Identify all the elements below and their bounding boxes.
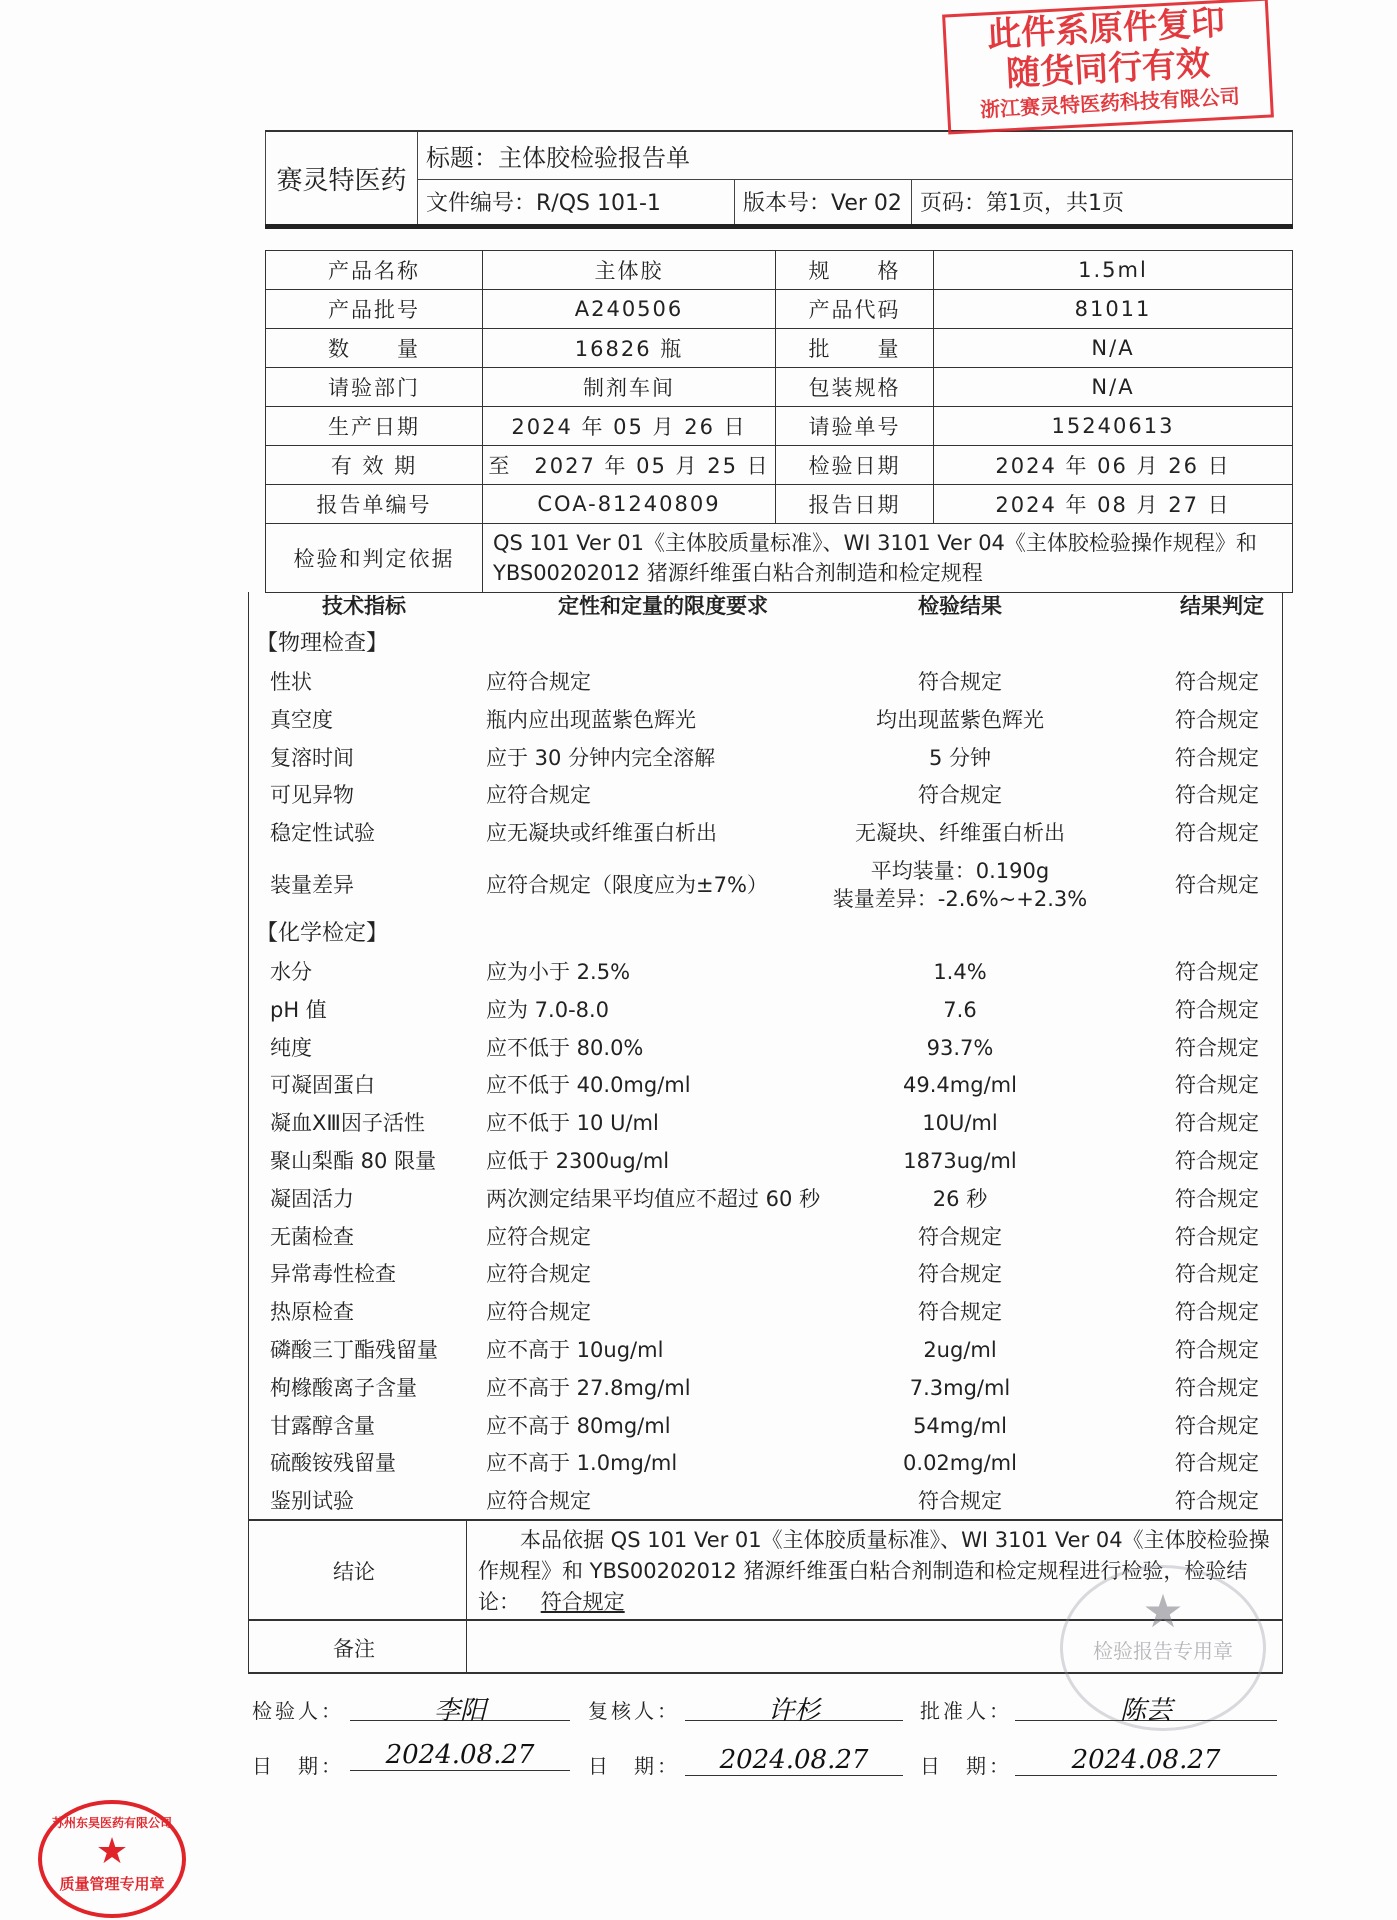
inspector-date: 2024.08.27 (350, 1740, 570, 1771)
approver-label: 批准人： (920, 1699, 1012, 1723)
indicator: 复溶时间 (270, 745, 354, 770)
judgement: 符合规定 (1175, 1224, 1259, 1249)
result: 0.02mg/ml (903, 1451, 1017, 1476)
result: 2ug/ml (923, 1338, 997, 1362)
indicator: 凝固活力 (270, 1186, 354, 1211)
page-number: 页码：第1页，共1页 (912, 179, 1293, 227)
judgement: 符合规定 (1175, 821, 1259, 846)
result: 10U/ml (922, 1111, 998, 1136)
qa-stamp-text: 质量管理专用章 (59, 1875, 165, 1893)
result: 1.4% (933, 960, 987, 984)
indicator: 稳定性试验 (270, 821, 375, 846)
result-row (250, 664, 1280, 701)
approver-signature: 陈芸 (1015, 1690, 1277, 1721)
result-row (250, 1143, 1280, 1180)
result-row (250, 702, 1280, 739)
judgement: 符合规定 (1175, 1338, 1259, 1362)
info-label: 批 量 (776, 329, 934, 368)
info-row (266, 290, 1293, 329)
limit: 应不低于 10 U/ml (486, 1111, 659, 1136)
judgement: 符合规定 (1175, 670, 1259, 694)
result-row (250, 1256, 1280, 1293)
qa-stamp (38, 1800, 186, 1918)
info-value: 2024 年 06 月 26 日 (934, 446, 1293, 485)
indicator: pH 值 (270, 997, 327, 1022)
info-row (266, 368, 1293, 407)
judgement: 符合规定 (1175, 783, 1259, 808)
result-row (250, 1408, 1280, 1445)
result-row (250, 1030, 1280, 1067)
section-chemical-title: 【化学检定】 (256, 921, 389, 946)
copy-stamp-line1: 此件系原件复印 (986, 2, 1226, 56)
info-label: 生产日期 (266, 407, 483, 446)
indicator: 水分 (270, 960, 312, 984)
result: 均出现蓝紫色辉光 (876, 707, 1044, 732)
section-physical-title: 【物理检查】 (256, 631, 389, 656)
section-chemical (250, 915, 1280, 952)
inspector-label: 检验人： (252, 1699, 344, 1723)
info-value: 2024 年 05 月 26 日 (483, 407, 776, 446)
info-label: 产品批号 (266, 290, 483, 329)
result: 26 秒 (932, 1186, 988, 1211)
qa-stamp-company: 苏州东昊医药有限公司 (51, 1816, 172, 1830)
limit: 应符合规定 (486, 1489, 591, 1514)
result: 符合规定 (918, 1300, 1002, 1325)
judgement: 符合规定 (1175, 997, 1259, 1022)
reviewer-label: 复核人： (588, 1699, 680, 1723)
result-row (250, 740, 1280, 777)
info-value: 81011 (934, 290, 1293, 329)
info-value: 主体胶 (483, 251, 776, 290)
copy-stamp-line2: 随货同行有效 (1005, 43, 1212, 95)
result-row (250, 1370, 1280, 1407)
col-header-indicator: 技术指标 (322, 594, 406, 618)
limit: 应不高于 1.0mg/ml (486, 1451, 678, 1476)
result: 无凝块、纤维蛋白析出 (855, 821, 1065, 846)
col-header-limit: 定性和定量的限度要求 (558, 594, 768, 618)
col-header-judgement: 结果判定 (1180, 594, 1264, 618)
judgement: 符合规定 (1175, 1375, 1259, 1400)
results-header-row (250, 588, 1280, 625)
indicator: 凝血ⅩⅢ因子活性 (270, 1111, 425, 1136)
limit: 应无凝块或纤维蛋白析出 (486, 821, 717, 846)
judgement: 符合规定 (1175, 873, 1259, 897)
judgement: 符合规定 (1175, 1035, 1259, 1060)
result-row (250, 1483, 1280, 1520)
result-row (250, 1181, 1280, 1218)
limit: 应不低于 80.0% (486, 1035, 644, 1060)
date-label-3: 日 期： (920, 1754, 1012, 1778)
copy-stamp (942, 0, 1274, 134)
limit: 应低于 2300ug/ml (486, 1149, 670, 1173)
version: 版本号：Ver 02 (735, 179, 912, 227)
reviewer-date: 2024.08.27 (685, 1745, 903, 1776)
info-row (266, 251, 1293, 290)
inspector-signature: 李阳 (350, 1690, 570, 1721)
result: 符合规定 (918, 670, 1002, 694)
result: 93.7% (926, 1035, 994, 1060)
info-label: 报告日期 (776, 485, 934, 524)
result-row (250, 954, 1280, 991)
result-line2: 装量差异：-2.6%~+2.3% (832, 887, 1088, 911)
info-value: 15240613 (934, 407, 1293, 446)
result-row (250, 1445, 1280, 1482)
result-row-fill (250, 857, 1280, 913)
result-line1: 平均装量：0.190g (870, 859, 1050, 883)
result-row (250, 1105, 1280, 1142)
copy-stamp-line3: 浙江赛灵特医药科技有限公司 (979, 84, 1241, 122)
info-label: 有 效 期 (266, 446, 483, 485)
seal-text: 检验报告专用章 (1093, 1639, 1233, 1663)
reviewer-signature: 许杉 (685, 1690, 903, 1721)
indicator: 真空度 (270, 707, 333, 732)
indicator: 性状 (270, 670, 312, 694)
conclusion-label: 结论 (333, 1560, 375, 1584)
judgement: 符合规定 (1175, 1300, 1259, 1325)
info-row (266, 329, 1293, 368)
remarks-label: 备注 (333, 1637, 375, 1661)
info-label: 报告单编号 (266, 485, 483, 524)
indicator: 热原检查 (270, 1300, 354, 1325)
indicator: 枸橼酸离子含量 (270, 1375, 417, 1400)
col-header-result: 检验结果 (918, 594, 1002, 618)
indicator: 纯度 (270, 1035, 312, 1060)
indicator: 磷酸三丁酯残留量 (270, 1338, 438, 1362)
info-value: 1.5ml (934, 251, 1293, 290)
judgement: 符合规定 (1175, 1186, 1259, 1211)
limit: 应为 7.0-8.0 (486, 997, 610, 1022)
limit: 瓶内应出现蓝紫色辉光 (486, 707, 696, 732)
info-value: 制剂车间 (483, 368, 776, 407)
info-value: N/A (934, 368, 1293, 407)
limit: 应符合规定 (486, 783, 591, 808)
info-value: COA-81240809 (483, 485, 776, 524)
indicator: 可见异物 (270, 783, 354, 808)
judgement: 符合规定 (1175, 1111, 1259, 1136)
result: 7.3mg/ml (909, 1375, 1011, 1400)
result-row (250, 1294, 1280, 1331)
result-row (250, 1332, 1280, 1369)
result: 1873ug/ml (903, 1149, 1017, 1173)
result: 符合规定 (918, 1489, 1002, 1514)
judgement: 符合规定 (1175, 960, 1259, 984)
result: 符合规定 (918, 783, 1002, 808)
info-row (266, 485, 1293, 524)
document-title: 标题：主体胶检验报告单 (418, 131, 1293, 179)
judgement: 符合规定 (1175, 1073, 1259, 1098)
info-value: 16826 瓶 (483, 329, 776, 368)
product-info-table (265, 250, 1293, 593)
result: 49.4mg/ml (903, 1073, 1017, 1098)
limit: 应为小于 2.5% (486, 960, 631, 984)
result: 7.6 (943, 997, 977, 1022)
judgement: 符合规定 (1175, 1489, 1259, 1514)
info-label: 产品名称 (266, 251, 483, 290)
info-value: 2024 年 08 月 27 日 (934, 485, 1293, 524)
result-row (250, 1219, 1280, 1256)
section-physical (250, 625, 1280, 662)
basis-text: QS 101 Ver 01《主体胶质量标准》、WI 3101 Ver 04《主体胶检验操作规程》和 YBS00202012 猪源纤维蛋白粘合剂制造和检定规程 (483, 524, 1293, 593)
limit: 两次测定结果平均值应不超过 60 秒 (486, 1186, 821, 1211)
info-value: A240506 (483, 290, 776, 329)
info-label: 规 格 (776, 251, 934, 290)
info-value: 至 2027 年 05 月 25 日 (483, 446, 776, 485)
indicator: 装量差异 (270, 873, 354, 897)
judgement: 符合规定 (1175, 1413, 1259, 1438)
limit: 应于 30 分钟内完全溶解 (486, 745, 716, 770)
info-label: 检验日期 (776, 446, 934, 485)
info-label: 数 量 (266, 329, 483, 368)
limit: 应符合规定（限度应为±7%） (486, 873, 768, 897)
conclusion-text: 本品依据 QS 101 Ver 01《主体胶质量标准》、WI 3101 Ver 04《主体胶检验操作规程》和 YBS00202012 猪源纤维蛋白粘合剂制造和检定规程进行检验，检验结论： (478, 1528, 1270, 1614)
result-row (250, 815, 1280, 852)
company-name: 赛灵特医药 (266, 131, 418, 227)
basis-label: 检验和判定依据 (266, 524, 483, 593)
date-label-2: 日 期： (588, 1754, 680, 1778)
limit: 应符合规定 (486, 1262, 591, 1287)
judgement: 符合规定 (1175, 707, 1259, 732)
info-label: 包装规格 (776, 368, 934, 407)
indicator: 硫酸铵残留量 (270, 1451, 396, 1476)
limit: 应符合规定 (486, 1300, 591, 1325)
indicator: 鉴别试验 (270, 1489, 354, 1514)
info-value: N/A (934, 329, 1293, 368)
document-header (265, 130, 1293, 229)
limit: 应符合规定 (486, 1224, 591, 1249)
result: 5 分钟 (928, 745, 992, 770)
document-number: 文件编号：R/QS 101-1 (418, 179, 735, 227)
limit: 应不低于 40.0mg/ml (486, 1073, 691, 1098)
info-row (266, 446, 1293, 485)
info-label: 请验单号 (776, 407, 934, 446)
judgement: 符合规定 (1175, 1149, 1259, 1173)
result-row (250, 1067, 1280, 1104)
result-row (250, 777, 1280, 814)
info-label: 产品代码 (776, 290, 934, 329)
judgement: 符合规定 (1175, 1262, 1259, 1287)
indicator: 聚山梨酯 80 限量 (270, 1149, 437, 1173)
indicator: 无菌检查 (270, 1224, 354, 1249)
limit: 应不高于 27.8mg/ml (486, 1375, 691, 1400)
info-row (266, 407, 1293, 446)
indicator: 可凝固蛋白 (270, 1073, 375, 1098)
result: 符合规定 (918, 1224, 1002, 1249)
indicator: 异常毒性检查 (270, 1262, 396, 1287)
indicator: 甘露醇含量 (270, 1413, 375, 1438)
star-icon: ★ (95, 1831, 129, 1872)
info-label: 请验部门 (266, 368, 483, 407)
limit: 应不高于 80mg/ml (486, 1413, 671, 1438)
approver-date: 2024.08.27 (1015, 1745, 1277, 1776)
judgement: 符合规定 (1175, 1451, 1259, 1476)
result: 54mg/ml (913, 1413, 1007, 1438)
conclusion-result: 符合规定 (540, 1590, 625, 1614)
result-row (250, 992, 1280, 1029)
limit: 应符合规定 (486, 670, 591, 694)
judgement: 符合规定 (1175, 745, 1259, 770)
star-icon: ★ (1142, 1584, 1184, 1638)
date-label-1: 日 期： (252, 1754, 344, 1778)
limit: 应不高于 10ug/ml (486, 1338, 664, 1362)
result: 符合规定 (918, 1262, 1002, 1287)
